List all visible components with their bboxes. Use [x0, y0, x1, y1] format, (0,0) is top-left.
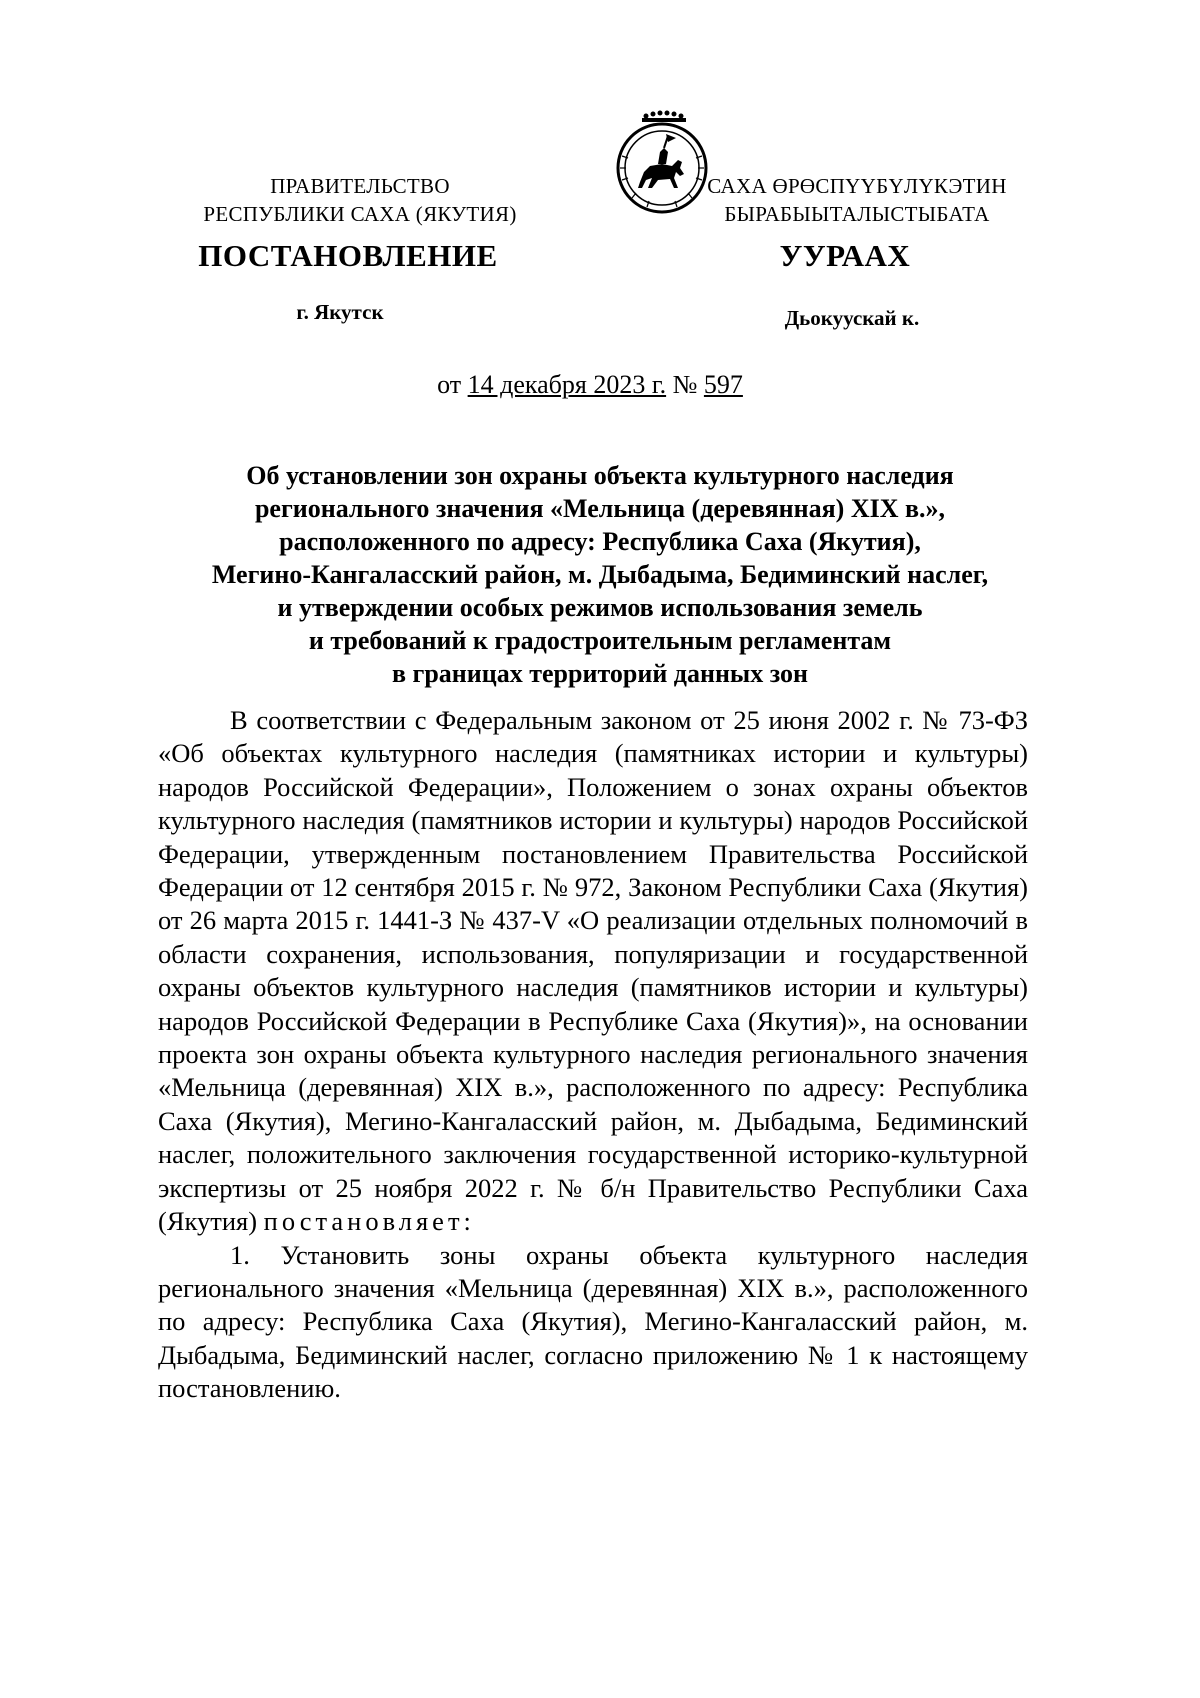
document-date: 14 декабря 2023 г.: [467, 370, 667, 399]
government-name-ru: [175, 172, 545, 228]
document-number: 597: [703, 370, 743, 399]
preamble-paragraph: [158, 704, 1028, 1239]
decree-word: постановляет:: [263, 1206, 475, 1237]
government-name-ru-line1: ПРАВИТЕЛЬСТВО: [270, 174, 450, 198]
number-sign: №: [672, 370, 698, 399]
government-name-ru-line2: РЕСПУБЛИКИ САХА (ЯКУТИЯ): [203, 202, 517, 226]
government-name-sakha: [698, 172, 1016, 228]
place-ru: г. Якутск: [296, 300, 384, 324]
date-line: [280, 370, 900, 400]
document-title: [150, 459, 1050, 690]
title-line: регионального значения «Мельница (деревянная) XIX в.»,: [254, 494, 946, 523]
title-line: Об установлении зон охраны объекта культурного наследия: [246, 461, 954, 490]
government-name-sakha-line1: САХА ӨРӨСПҮҮБҮЛҮКЭТИН: [707, 174, 1007, 198]
title-line: в границах территорий данных зон: [392, 659, 808, 688]
date-prefix: от: [437, 370, 462, 399]
title-line: расположенного по адресу: Республика Саха (Якутия),: [279, 527, 921, 556]
doc-type-ru: ПОСТАНОВЛЕНИЕ: [198, 238, 498, 273]
government-name-sakha-line2: БЫРАБЫЫТАЛЫСТЫБАТА: [724, 202, 990, 226]
title-line: Мегино-Кангаласский район, м. Дыбадыма, Бедиминский наслег,: [211, 560, 989, 589]
title-line: и утверждении особых режимов использования земель: [277, 593, 923, 622]
preamble-text: В соответствии с Федеральным законом от 25 июня 2002 г. № 73-ФЗ «Об объектах культурного наследия (памятниках истории и культуры) народов Российской Федерации», Положением о зонах охраны объектов культурного наследия (памятников истории и культуры) народов Российской Федерации, утвержденным постановлением Правительства Российской Федерации от 12 сентября 2015 г. № 972, Законом Республики Саха (Якутия) от 26 марта 2015 г. 1441-З № 437-V «О реализации отдельных полномочий в области сохранения, использования, популяризации и государственной охраны объектов культурного наследия (памятников истории и культуры) народов Российской Федерации в Республике Саха (Якутия)», на основании проекта зон охраны объекта культурного наследия регионального значения «Мельница (деревянная) XIX в.», расположенного по адресу: Республика Саха (Якутия), Мегино-Кангаласский район, м. Дыбадыма, Бедиминский наслег, положительного заключения государственной историко-культурной экспертизы от 25 ноября 2022 г. № б/н Правительство Республики Саха (Якутия): [158, 705, 1028, 1237]
place-sakha: Дьокуускай к.: [784, 306, 920, 330]
title-line: и требований к градостроительным регламентам: [308, 626, 892, 655]
document-body: [158, 704, 1028, 1406]
doc-type-sakha: УУРААХ: [779, 238, 911, 273]
clause-1-paragraph: 1. Установить зоны охраны объекта культурного наследия регионального значения «Мельница (деревянная) XIX в.», расположенного по адресу: Республика Саха (Якутия), Мегино-Кангаласский район, м. Дыбадыма, Бедиминский наслег, согласно приложению № 1 к настоящему постановлению.: [158, 1239, 1028, 1404]
